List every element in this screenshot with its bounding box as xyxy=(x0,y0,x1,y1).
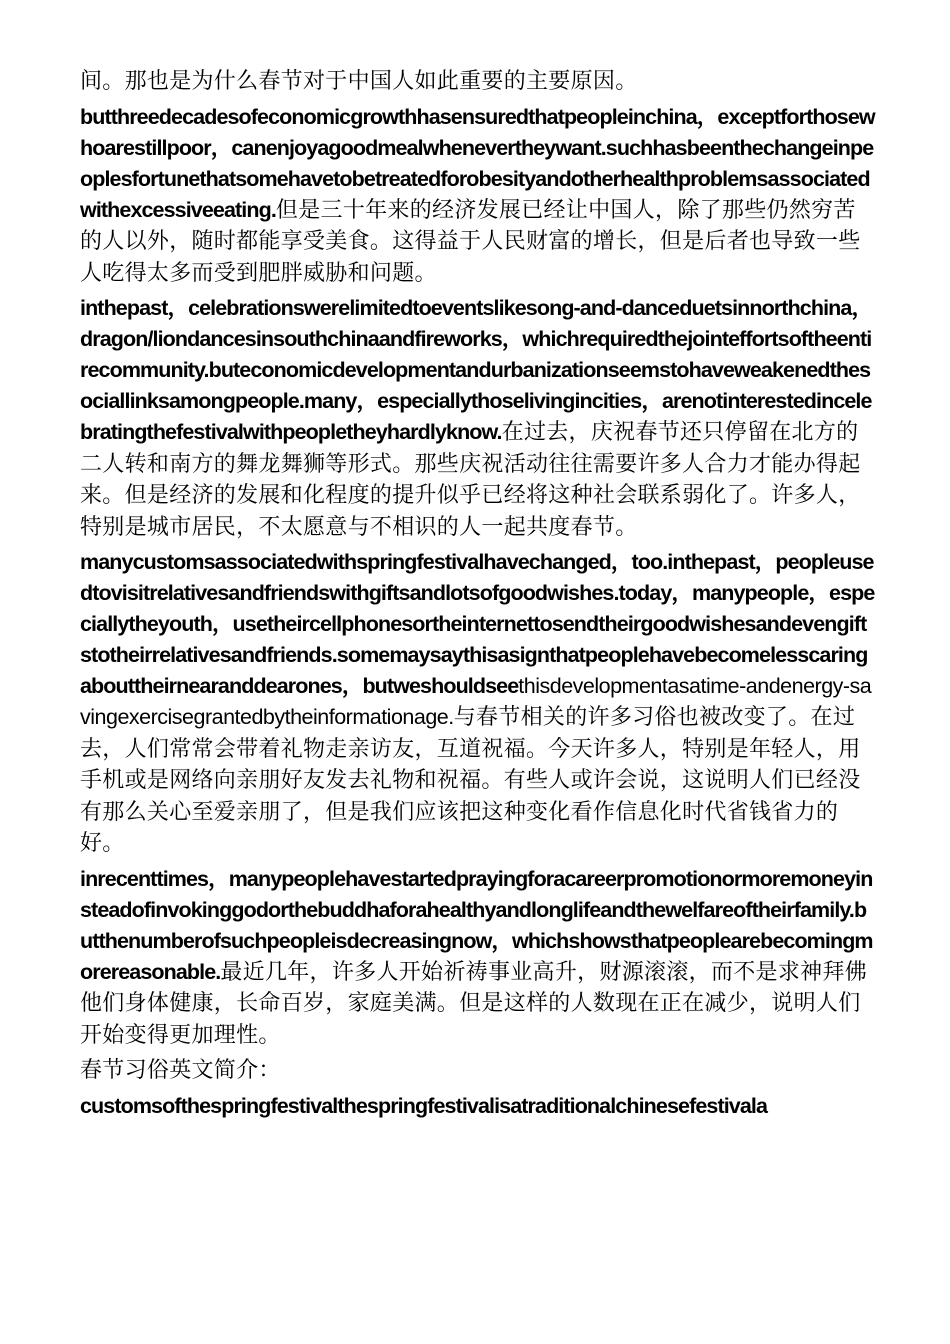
paragraph-2-chinese: 但是三十年来的经济发展已经让中国人，除了那些仍然穷苦的人以外，随时都能享受美食。这得益于人民财富的增长，但是后者也导致一些人吃得太多而受到肥胖威胁和问题。 xyxy=(80,197,861,286)
paragraph-7-english: customsofthespringfestivalthespringfestivalisatraditionalchinesefestivala xyxy=(80,1093,768,1118)
document-page xyxy=(80,66,876,1126)
paragraph-2 xyxy=(80,102,876,290)
paragraph-1 xyxy=(80,66,876,98)
paragraph-4-english-regular: thisdevelopmentasatime-andenergy-savingexercisegrantedbytheinformationage. xyxy=(80,674,872,729)
paragraph-3 xyxy=(80,293,876,543)
paragraph-2-english: butthreedecadesofeconomicgrowthhasensuredthatpeopleinchina，exceptforthosewhoarestillpoor，canenjoyagoodmealwhenevertheywant.suchhasbeenthechangeinpeoplesfortunethatsomehavetobetreatedforobesityandotherhealthproblemsassociatedwithexcessiveeating. xyxy=(80,104,875,222)
paragraph-5 xyxy=(80,864,876,1052)
paragraph-4-chinese: 与春节相关的许多习俗也被改变了。在过去，人们常常会带着礼物走亲访友，互道祝福。今天许多人，特别是年轻人，用手机或是网络向亲朋好友发去礼物和祝福。有些人或许会说，这说明人们已经没有那么关心至爱亲朋了，但是我们应该把这种变化看作信息化时代省钱省力的好。 xyxy=(80,705,861,856)
paragraph-4-english-bold: manycustomsassociatedwithspringfestivalhavechanged，too.inthepast，peopleusedtovisitrelativesandfriendswithgiftsandlotsofgoodwishes.today，manypeople，especiallytheyouth，usetheircellphonesortheinternettosendtheirgoodwishesandevengiftstotheirrelativesandfriends.somemaysaythisasignthatpeoplehavebecomelesscaringabouttheirnearanddearones，butweshouldsee xyxy=(80,550,875,698)
paragraph-7 xyxy=(80,1091,876,1122)
paragraph-4 xyxy=(80,547,876,860)
paragraph-3-english: inthepast，celebrationswerelimitedtoeventslikesong-and-danceduetsinnorthchina，dragon/liondancesinsouthchinaandfireworks，whichrequiredthejointeffortsoftheentirecommunity.buteconomicdevelopmentandurbanizationseemstohaveweakenedthesociallinksamongpeople.many，especiallythoselivingincities，arenotinterestedincelebratingthefestivalwithpeopletheyhardlyknow. xyxy=(80,296,873,444)
paragraph-5-chinese: 最近几年，许多人开始祈祷事业高升，财源滚滚，而不是求神拜佛他们身体健康，长命百岁，家庭美满。但是这样的人数现在正在减少，说明人们开始变得更加理性。 xyxy=(80,959,868,1048)
paragraph-6 xyxy=(80,1055,876,1087)
paragraph-3-chinese: 在过去，庆祝春节还只停留在北方的二人转和南方的舞龙舞狮等形式。那些庆祝活动往往需要许多人合力才能办得起来。但是经济的发展和化程度的提升似乎已经将这种社会联系弱化了。许多人，特别是城市居民，不太愿意与不相识的人一起共度春节。 xyxy=(80,420,861,540)
paragraph-1-chinese: 间。那也是为什么春节对于中国人如此重要的主要原因。 xyxy=(80,69,638,94)
section-heading-customs: 春节习俗英文简介： xyxy=(80,1058,281,1083)
paragraph-5-english: inrecenttimes，manypeoplehavestartedprayingforacareerpromotionormoremoneyinsteadofinvokinggodorthebuddhaforahealthyandlonglifeandthewelfareoftheirfamily.butthenumberofsuchpeopleisdecreasingnow，whichshowsthatpeoplearebecomingmorereasonable. xyxy=(80,866,873,984)
